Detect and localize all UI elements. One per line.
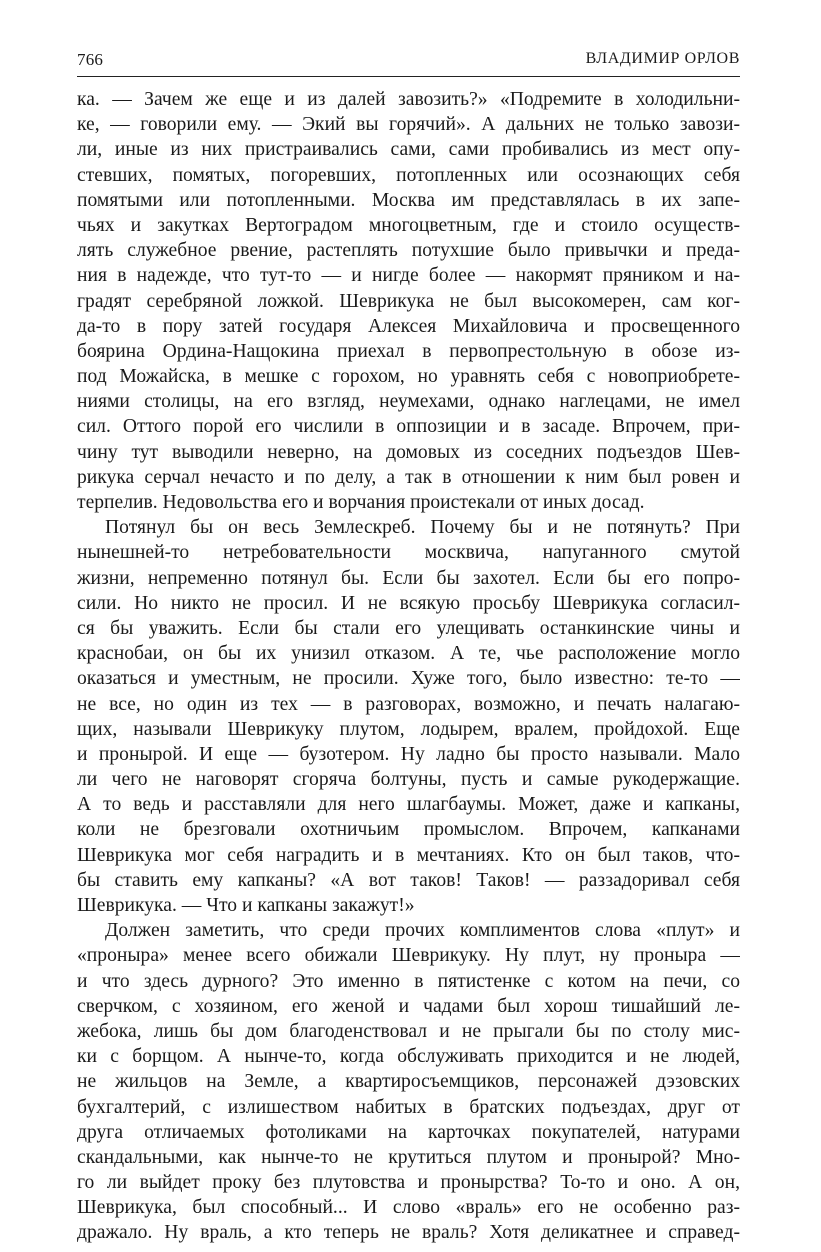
page-number: 766 xyxy=(77,50,104,69)
text-line: ся бы уважить. Если бы стали его улещивать останкинские чины и xyxy=(77,617,740,639)
text-line: друга отличаемых фотоликами на карточках покупателей, натурами xyxy=(77,1121,740,1143)
text-line: и пронырой. И еще — бузотером. Ну ладно бы просто называли. Мало xyxy=(77,743,740,765)
running-title: ВЛАДИМИР ОРЛОВ xyxy=(585,50,740,67)
text-line: краснобаи, он бы их унизил отказом. А те, чье расположение могло xyxy=(77,643,740,665)
text-line: Шеврикука. — Что и капканы закажут!» xyxy=(77,895,415,916)
header-rule xyxy=(77,76,740,77)
text-line: дражало. Ну враль, а кто теперь не враль? Хотя деликатнее и справед- xyxy=(77,1222,740,1244)
text-line: ли чего не наговорят сгоряча болтуны, пусть и самые рукодержащие. xyxy=(77,769,740,791)
running-head xyxy=(77,50,740,72)
paragraph xyxy=(77,87,740,515)
text-line: не жильцов на Земле, а квартиросъемщиков, персонажей дэзовских xyxy=(77,1071,740,1093)
text-line: коли не брезговали охотничьим промыслом. Впрочем, капканами xyxy=(77,819,740,841)
text-line: сил. Оттого порой его числили в оппозиции и в засаде. Впрочем, при- xyxy=(77,416,740,438)
text-line: щих, называли Шеврикуку плутом, лодырем, вралем, пройдохой. Еще xyxy=(77,718,740,740)
text-line: да-то в пору затей государя Алексея Михайловича и просвещенного xyxy=(77,315,740,337)
body-text xyxy=(77,87,740,1246)
text-line: ли, иные из них пристраивались сами, сами пробивались из мест опу- xyxy=(77,139,740,161)
text-line: ке, — говорили ему. — Экий вы горячий». А дальних не только завози- xyxy=(77,114,740,136)
text-line: чьях и закутках Вертоградом многоцветным, где и стоило осуществ- xyxy=(77,214,740,236)
text-line: боярина Ордина-Нащокина приехал в первопрестольную в обозе из- xyxy=(77,340,740,362)
text-line: оказаться и уместным, не просили. Хуже того, было известно: те-то — xyxy=(77,668,740,690)
text-line: бухгалтерий, с излишеством набитых в братских подъездах, друг от xyxy=(77,1096,740,1118)
text-line: терпелив. Недовольства его и ворчания проистекали от иных досад. xyxy=(77,492,645,513)
paragraph xyxy=(77,515,740,918)
text-line: ки с борщом. А нынче-то, когда обслуживать приходится и не людей, xyxy=(77,1046,740,1068)
text-line: жизни, непременно потянул бы. Если бы захотел. Если бы его попро- xyxy=(77,567,740,589)
text-line: и что здесь дурного? Это именно в пятистенке с котом на печи, со xyxy=(77,970,740,992)
text-line: под Можайска, в мешке с горохом, но уравнять себя с новоприобрете- xyxy=(77,366,740,388)
text-line: ниями столицы, на его взгляд, неумехами, однако наглецами, не имел xyxy=(77,391,740,413)
text-line: не все, но один из тех — в разговорах, возможно, и печать налагаю- xyxy=(77,693,740,715)
text-line: Шеврикука, был способный... И слово «враль» его не особенно раз- xyxy=(77,1197,740,1219)
text-line: лять служебное рвение, растеплять потухшие было привычки и преда- xyxy=(77,240,740,262)
text-line: сверчком, с хозяином, его женой и чадами был хорош тишайший ле- xyxy=(77,995,740,1017)
text-line: скандальными, как нынче-то не крутиться плутом и пронырой? Мно- xyxy=(77,1146,740,1168)
text-line: ния в надежде, что тут-то — и нигде более — накормят пряником и на- xyxy=(77,265,740,287)
text-line: Потянул бы он весь Землескреб. Почему бы и не потянуть? При xyxy=(105,517,740,539)
paragraph xyxy=(77,918,740,1245)
text-line: А то ведь и расставляли для него шлагбаумы. Может, даже и капканы, xyxy=(77,794,740,816)
text-line: сили. Но никто не просил. И не всякую просьбу Шеврикука согласил- xyxy=(77,592,740,614)
text-line: чину тут выводили неверно, на домовых из соседних подъездов Шев- xyxy=(77,441,740,463)
text-line: Должен заметить, что среди прочих комплиментов слова «плут» и xyxy=(105,920,740,942)
text-line: го ли выйдет проку без плутовства и пронырства? То-то и оно. А он, xyxy=(77,1172,740,1194)
text-line: Шеврикука мог себя наградить и в мечтаниях. Кто он был таков, что- xyxy=(77,844,740,866)
text-line: бы ставить ему капканы? «А вот таков! Таков! — раззадоривал себя xyxy=(77,869,740,891)
text-line: «проныра» менее всего обижали Шеврикуку. Ну плут, ну проныра — xyxy=(77,945,740,967)
text-line: помятыми или потопленными. Москва им представлялась в их запе- xyxy=(77,189,740,211)
text-line: ка. — Зачем же еще и из далей завозить?» «Подремите в холодильни- xyxy=(77,89,740,110)
text-line: рикука серчал нечасто и по делу, а так в отношении к ним был ровен и xyxy=(77,466,740,488)
text-line: стевших, помятых, погоревших, потопленных или осознающих себя xyxy=(77,164,740,186)
text-line: градят серебряной ложкой. Шеврикука не был высокомерен, сам ког- xyxy=(77,290,740,312)
text-line: жебока, лишь бы дом благоденствовал и не прыгали бы по столу мис- xyxy=(77,1020,740,1042)
text-line: нынешней-то нетребовательности москвича, напуганного смутой xyxy=(77,542,740,564)
